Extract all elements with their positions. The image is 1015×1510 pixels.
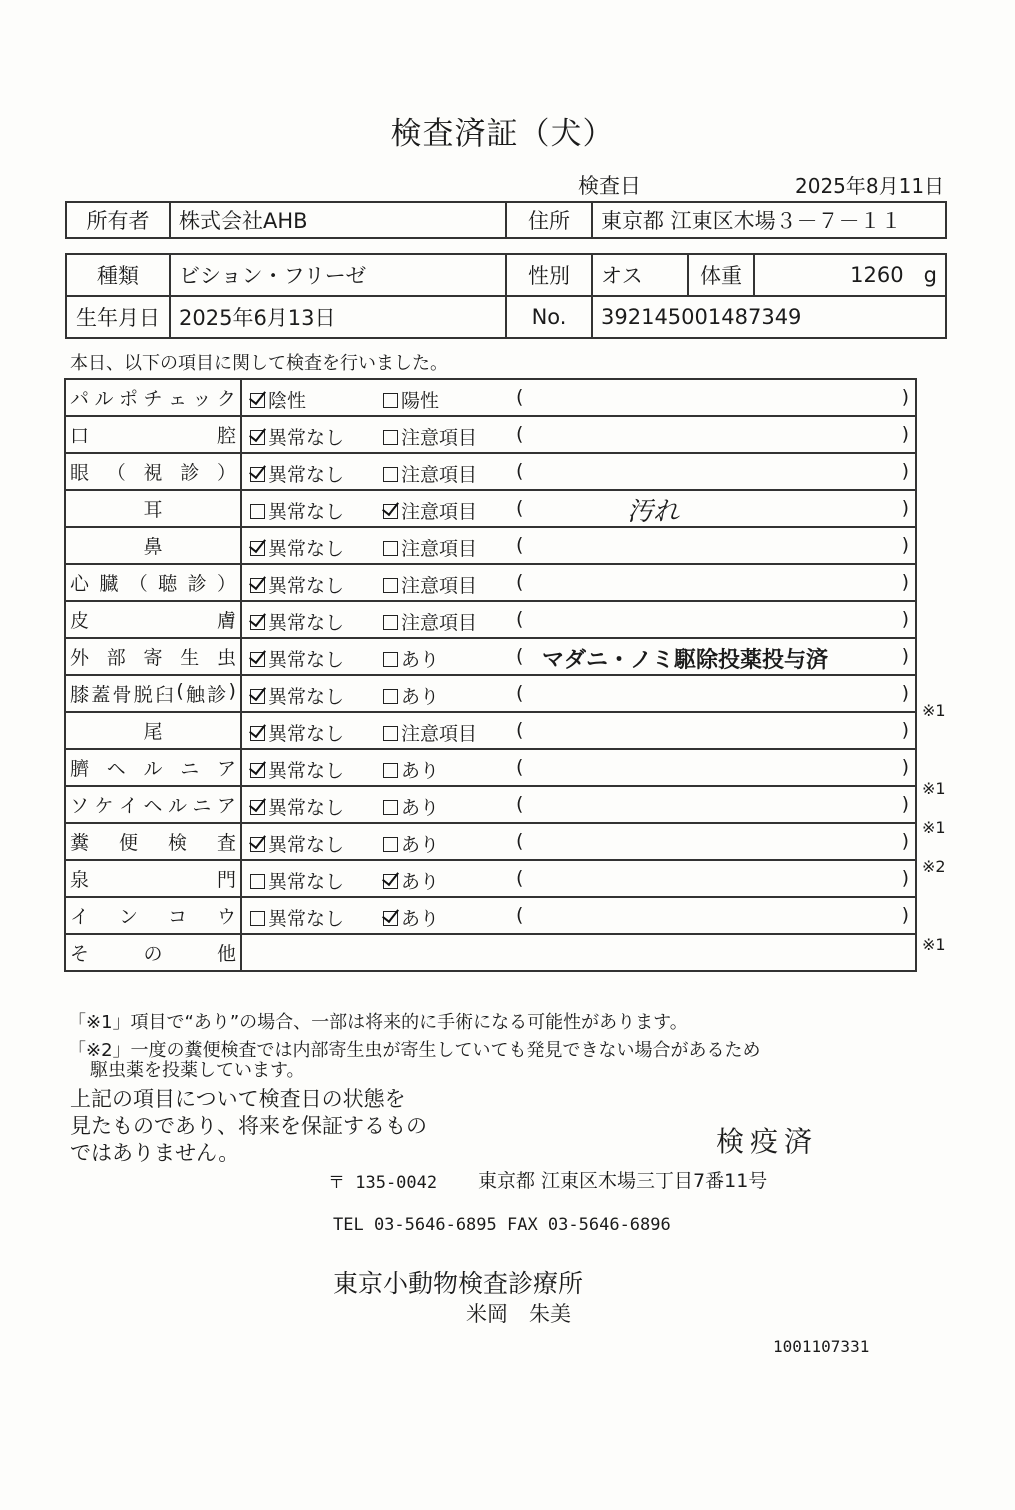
option-1-label: 陰性: [268, 390, 307, 412]
option-2[interactable]: [383, 867, 439, 894]
paren-open: (: [516, 534, 524, 556]
inspection-row-other: [65, 934, 916, 971]
checkbox-icon[interactable]: [250, 467, 265, 482]
option-1[interactable]: [250, 460, 344, 487]
inspection-options: [241, 379, 916, 416]
option-2[interactable]: [383, 793, 439, 820]
option-2-label: あり: [401, 834, 440, 856]
footnote-2-line2: 駆虫薬を投薬しています。: [90, 1060, 305, 1081]
option-1[interactable]: [250, 793, 344, 820]
paren-open: (: [516, 904, 524, 926]
clinic-address: 東京都 江東区木場三丁目7番11号: [478, 1170, 768, 1192]
clinic-name: 東京小動物検査診療所: [333, 1269, 584, 1298]
owner-table: [65, 201, 947, 239]
option-2[interactable]: [383, 682, 439, 709]
paren-close: ): [901, 608, 909, 630]
checkbox-icon[interactable]: [383, 541, 398, 556]
inspection-item-label: [65, 416, 241, 453]
footnote-1: 「※1」項目で“あり”の場合、一部は将来的に手術になる可能性があります。: [68, 1012, 688, 1033]
option-2[interactable]: [383, 645, 439, 672]
item-label-char: 膝: [70, 684, 90, 706]
item-label-char: 視: [143, 462, 163, 484]
inspection-row: [65, 712, 916, 749]
checkbox-icon[interactable]: [383, 763, 398, 778]
option-1[interactable]: [250, 756, 344, 783]
footnote-mark: ※1: [922, 818, 946, 837]
intro-text: 本日、以下の項目に関して検査を行いました。: [70, 353, 448, 374]
checkbox-icon[interactable]: [383, 911, 398, 926]
paren-open: (: [516, 608, 524, 630]
paren-open: (: [516, 793, 524, 815]
option-2-label: 注意項目: [401, 723, 478, 745]
option-1[interactable]: [250, 386, 306, 413]
item-label-char: 診: [180, 462, 200, 484]
checkbox-icon[interactable]: [250, 800, 265, 815]
item-label-chars: [70, 606, 236, 633]
inspection-options: [241, 527, 916, 564]
inspection-row: [65, 379, 916, 416]
inspection-item-label: [65, 823, 241, 860]
checkbox-icon[interactable]: [383, 837, 398, 852]
inspection-item-label: [65, 786, 241, 823]
item-label-chars: [70, 680, 236, 707]
paren-open: (: [516, 756, 524, 778]
other-label-chars: [70, 939, 236, 966]
footnote-mark: ※1: [922, 779, 946, 798]
item-label-chars: [70, 643, 236, 670]
vet-name: 米岡 朱美: [466, 1302, 571, 1326]
item-label-char: ル: [94, 388, 114, 410]
item-label-chars: [70, 902, 236, 929]
other-label: [65, 934, 241, 971]
inspection-options: [241, 675, 916, 712]
checkbox-icon[interactable]: [250, 541, 265, 556]
disclaimer-line: 見たものであり、将来を保証するもの: [70, 1114, 427, 1138]
item-label-char: 他: [216, 943, 236, 965]
checkbox-icon[interactable]: [250, 726, 265, 741]
option-1-label: 異常なし: [268, 871, 345, 893]
option-1-label: 異常なし: [268, 649, 345, 671]
paren-close: ): [901, 793, 909, 815]
item-label-char: ア: [216, 758, 236, 780]
item-label-char: 泉: [70, 869, 90, 891]
item-label-char: 脱: [133, 684, 153, 706]
inspection-item-label: [65, 675, 241, 712]
item-label-char: ヘ: [106, 758, 126, 780]
inspection-row: [65, 860, 916, 897]
inspection-row: [65, 786, 916, 823]
owner-value: 株式会社AHB: [170, 202, 506, 238]
item-label-char: 検: [167, 832, 187, 854]
page-title: 検査済証（犬）: [390, 116, 615, 152]
item-label-char: 口: [70, 425, 90, 447]
inspection-item-label: [65, 527, 241, 564]
item-label-char: ッ: [192, 388, 212, 410]
option-2-label: 注意項目: [401, 575, 478, 597]
item-label-chars: [70, 717, 236, 744]
option-2[interactable]: [383, 608, 477, 635]
footnote-2-line1: 「※2」一度の糞便検査では内部寄生虫が寄生していても発見できない場合があるため: [68, 1040, 761, 1061]
item-label-char: ポ: [118, 388, 138, 410]
option-2[interactable]: [383, 460, 477, 487]
paren-close: ): [901, 904, 909, 926]
disclaimer: [70, 1086, 450, 1167]
inspection-options: [241, 786, 916, 823]
option-2-label: あり: [401, 649, 440, 671]
item-label-char: イ: [70, 906, 90, 928]
item-label-chars: [70, 791, 236, 818]
inspection-row: [65, 416, 916, 453]
item-label-chars: [70, 458, 236, 485]
paren-open: (: [516, 497, 524, 519]
inspection-item-label: [65, 601, 241, 638]
paren-close: ): [901, 645, 909, 667]
option-1-label: 異常なし: [268, 612, 345, 634]
option-2[interactable]: [383, 830, 439, 857]
option-1-label: 異常なし: [268, 427, 345, 449]
inspection-item-label: [65, 749, 241, 786]
inspection-row: [65, 564, 916, 601]
option-1[interactable]: [250, 867, 344, 894]
item-label-chars: [70, 384, 236, 411]
checkbox-icon[interactable]: [383, 430, 398, 445]
item-label-char: （: [106, 462, 126, 484]
inspection-row: [65, 527, 916, 564]
checkbox-icon[interactable]: [250, 874, 265, 889]
checkbox-icon[interactable]: [383, 652, 398, 667]
paren-close: ): [901, 423, 909, 445]
pet-table: [65, 253, 947, 339]
item-label-char: 寄: [143, 647, 163, 669]
paren-open: (: [516, 830, 524, 852]
inspection-table: [64, 378, 917, 972]
weight-unit: g: [923, 263, 937, 287]
option-1-label: 異常なし: [268, 501, 345, 523]
inspection-item-label: [65, 638, 241, 675]
paren-open: (: [516, 571, 524, 593]
item-label-char: ニ: [180, 758, 200, 780]
inspection-row: [65, 749, 916, 786]
option-2[interactable]: [383, 571, 477, 598]
checkbox-icon[interactable]: [250, 689, 265, 704]
item-label-char: ル: [167, 795, 187, 817]
checkbox-icon[interactable]: [250, 393, 265, 408]
option-1-label: 異常なし: [268, 834, 345, 856]
inspection-options: [241, 749, 916, 786]
item-label-char: 皮: [70, 610, 90, 632]
inspection-item-label: [65, 379, 241, 416]
option-1-label: 異常なし: [268, 686, 345, 708]
option-2-label: 注意項目: [401, 427, 478, 449]
owner-label: 所有者: [66, 202, 170, 238]
item-label-chars: [70, 532, 236, 559]
option-2-label: 注意項目: [401, 538, 478, 560]
item-label-char: 骨: [112, 684, 132, 706]
paren-close: ): [901, 497, 909, 519]
item-label-char: ェ: [167, 388, 187, 410]
option-1[interactable]: [250, 571, 344, 598]
item-label-char: 査: [216, 832, 236, 854]
item-label-char: ン: [118, 906, 138, 928]
checkbox-icon[interactable]: [250, 652, 265, 667]
paren-open: (: [516, 423, 524, 445]
item-label-char: ル: [143, 758, 163, 780]
checkbox-icon[interactable]: [250, 911, 265, 926]
species-label: 種類: [66, 254, 170, 296]
inspection-item-label: [65, 712, 241, 749]
paren-open: (: [516, 460, 524, 482]
option-1[interactable]: [250, 645, 344, 672]
species-value: ビション・フリーゼ: [170, 254, 506, 296]
item-label-char: 臼: [155, 684, 175, 706]
paren-open: (: [516, 719, 524, 741]
checkbox-icon[interactable]: [383, 726, 398, 741]
paren-open: (: [516, 867, 524, 889]
paren-close: ): [901, 571, 909, 593]
option-1[interactable]: [250, 904, 344, 931]
postal-code: 〒 135-0042: [328, 1173, 438, 1193]
checkbox-icon[interactable]: [383, 615, 398, 630]
inspection-options: [241, 823, 916, 860]
option-1[interactable]: [250, 682, 344, 709]
item-label-char: コ: [167, 906, 187, 928]
checkbox-icon[interactable]: [383, 504, 398, 519]
option-2[interactable]: [383, 386, 439, 413]
option-1-label: 異常なし: [268, 464, 345, 486]
item-label-char: ニ: [192, 795, 212, 817]
inspection-row: [65, 490, 916, 527]
checkbox-icon[interactable]: [250, 837, 265, 852]
item-label-char: （: [128, 573, 148, 595]
inspection-options: [241, 897, 916, 934]
item-label-char: 診: [207, 684, 227, 706]
item-label-char: ヘ: [143, 795, 163, 817]
inspection-options: [241, 490, 916, 527]
item-label-char: 耳: [143, 499, 163, 521]
quarantine-stamp: 検疫済: [716, 1125, 819, 1158]
paren-open: (: [516, 645, 524, 667]
option-1-label: 異常なし: [268, 538, 345, 560]
option-1-label: 異常なし: [268, 760, 345, 782]
paren-close: ): [901, 756, 909, 778]
item-label-char: ）: [216, 462, 236, 484]
checkbox-icon[interactable]: [383, 800, 398, 815]
option-2[interactable]: [383, 904, 439, 931]
item-label-char: ア: [216, 795, 236, 817]
option-2[interactable]: [383, 534, 477, 561]
inspection-row: [65, 823, 916, 860]
inspection-options: [241, 601, 916, 638]
item-label-char: そ: [70, 943, 90, 965]
item-label-chars: [70, 754, 236, 781]
item-label-char: 腔: [216, 425, 236, 447]
option-1-label: 異常なし: [268, 575, 345, 597]
footnote-mark: ※1: [922, 701, 946, 720]
option-1-label: 異常なし: [268, 723, 345, 745]
sex-label: 性別: [506, 254, 592, 296]
paren-close: ): [901, 830, 909, 852]
inspection-row: [65, 675, 916, 712]
item-label-chars: [70, 828, 236, 855]
item-label-chars: [70, 865, 236, 892]
item-label-char: イ: [118, 795, 138, 817]
footnote-mark: ※2: [922, 857, 946, 876]
option-2-label: あり: [401, 686, 440, 708]
checkbox-icon[interactable]: [383, 393, 398, 408]
birth-label: 生年月日: [66, 296, 170, 338]
exam-date-value: 2025年8月11日: [795, 174, 945, 198]
inspection-options: [241, 712, 916, 749]
item-label-char: 聴: [158, 573, 178, 595]
paren-close: ): [901, 867, 909, 889]
paren-close: ): [901, 386, 909, 408]
item-label-char: 門: [216, 869, 236, 891]
checkbox-icon[interactable]: [383, 874, 398, 889]
inspection-row: [65, 601, 916, 638]
item-label-char: ウ: [216, 906, 236, 928]
number-label: No.: [506, 296, 592, 338]
footnote-mark: ※1: [922, 935, 946, 954]
option-2[interactable]: [383, 719, 477, 746]
option-2-label: あり: [401, 760, 440, 782]
paren-open: (: [516, 682, 524, 704]
option-1[interactable]: [250, 497, 344, 524]
item-label-char: チ: [143, 388, 163, 410]
option-1[interactable]: [250, 830, 344, 857]
address-value: 東京都 江東区木場３－７－１１: [592, 202, 946, 238]
option-1[interactable]: [250, 534, 344, 561]
item-label-char: 膚: [216, 610, 236, 632]
item-label-char: 外: [70, 647, 90, 669]
number-value: 392145001487349: [592, 296, 946, 338]
item-label-char: 糞: [70, 832, 90, 854]
item-label-char: 触: [186, 684, 206, 706]
option-2[interactable]: [383, 756, 439, 783]
option-1[interactable]: [250, 719, 344, 746]
item-label-char: ): [228, 680, 236, 702]
inspection-item-label: [65, 564, 241, 601]
option-1-label: 異常なし: [268, 908, 345, 930]
item-label-char: の: [143, 943, 163, 965]
option-2[interactable]: [383, 497, 477, 524]
item-label-char: 鼻: [143, 536, 163, 558]
option-2-label: あり: [401, 908, 440, 930]
checkbox-icon[interactable]: [250, 615, 265, 630]
option-2-label: あり: [401, 797, 440, 819]
item-label-char: 尾: [143, 721, 163, 743]
option-2-label: 注意項目: [401, 612, 478, 634]
option-2-label: 注意項目: [401, 464, 478, 486]
checkbox-icon[interactable]: [250, 578, 265, 593]
inspection-item-label: [65, 897, 241, 934]
inspection-options: [241, 564, 916, 601]
inspection-note: マダニ・ノミ駆除投薬投与済: [542, 648, 829, 673]
item-label-char: ソ: [70, 795, 90, 817]
other-value: [241, 934, 916, 971]
birth-value: 2025年6月13日: [170, 296, 506, 338]
item-label-char: 生: [180, 647, 200, 669]
item-label-chars: [70, 495, 236, 522]
inspection-options: [241, 860, 916, 897]
item-label-char: 部: [106, 647, 126, 669]
option-2-label: あり: [401, 871, 440, 893]
inspection-row: [65, 453, 916, 490]
inspection-options: [241, 638, 916, 675]
item-label-char: 臍: [70, 758, 90, 780]
disclaimer-line: 上記の項目について検査日の状態を: [70, 1087, 406, 1111]
checkbox-icon[interactable]: [250, 504, 265, 519]
item-label-char: パ: [70, 388, 90, 410]
inspection-row: [65, 638, 916, 675]
checkbox-icon[interactable]: [383, 578, 398, 593]
item-label-char: 心: [70, 573, 90, 595]
item-label-chars: [70, 421, 236, 448]
paren-open: (: [516, 386, 524, 408]
option-1[interactable]: [250, 608, 344, 635]
checkbox-icon[interactable]: [250, 763, 265, 778]
disclaimer-line: ではありません。: [70, 1141, 240, 1165]
checkbox-icon[interactable]: [250, 430, 265, 445]
inspection-options: [241, 416, 916, 453]
item-label-char: (: [176, 680, 184, 702]
option-2[interactable]: [383, 423, 477, 450]
clinic-tel-fax: TEL 03-5646-6895 FAX 03-5646-6896: [333, 1215, 671, 1235]
option-2-label: 陽性: [401, 390, 440, 412]
item-label-char: ケ: [94, 795, 114, 817]
item-label-char: 蓋: [91, 684, 111, 706]
inspection-options: [241, 453, 916, 490]
weight-label: 体重: [688, 254, 754, 296]
weight-value: 1260: [850, 263, 904, 287]
inspection-row: [65, 897, 916, 934]
item-label-chars: [70, 569, 236, 596]
option-1[interactable]: [250, 423, 344, 450]
paren-close: ): [901, 682, 909, 704]
item-label-char: ク: [216, 388, 236, 410]
inspection-item-label: [65, 860, 241, 897]
item-label-char: 虫: [216, 647, 236, 669]
paren-close: ): [901, 719, 909, 741]
inspection-item-label: [65, 490, 241, 527]
exam-date-label: 検査日: [578, 174, 641, 198]
weight-cell: [754, 254, 946, 296]
inspection-note: 汚れ: [627, 497, 680, 527]
checkbox-icon[interactable]: [383, 467, 398, 482]
option-2-label: 注意項目: [401, 501, 478, 523]
address-label: 住所: [506, 202, 592, 238]
paren-close: ): [901, 460, 909, 482]
option-1-label: 異常なし: [268, 797, 345, 819]
checkbox-icon[interactable]: [383, 689, 398, 704]
inspection-item-label: [65, 453, 241, 490]
item-label-char: 便: [118, 832, 138, 854]
item-label-char: 臓: [99, 573, 119, 595]
item-label-char: ）: [216, 573, 236, 595]
document-code: 1001107331: [773, 1337, 870, 1356]
paren-close: ): [901, 534, 909, 556]
item-label-char: 眼: [70, 462, 90, 484]
sex-value: オス: [592, 254, 688, 296]
item-label-char: 診: [187, 573, 207, 595]
